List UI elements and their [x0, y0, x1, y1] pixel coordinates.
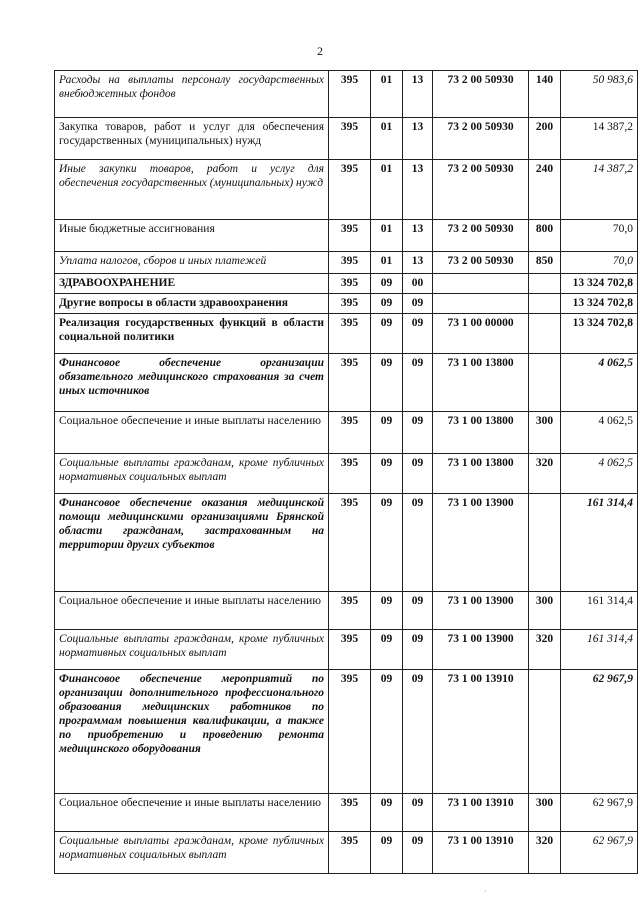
grbs-code-cell: 395 — [329, 454, 371, 494]
grbs-code-cell: 395 — [329, 592, 371, 630]
table-row — [55, 294, 638, 314]
amount-cell: 4 062,5 — [561, 454, 638, 494]
section-code-cell: 09 — [371, 630, 403, 670]
section-code-cell: 09 — [371, 314, 403, 354]
expense-type-cell: 300 — [529, 412, 561, 454]
section-code-cell: 09 — [371, 670, 403, 794]
grbs-code-cell: 395 — [329, 160, 371, 220]
row-name-cell: Иные закупки товаров, работ и услуг для обеспечения государственных (муниципальных) нужд — [55, 160, 329, 220]
subsection-code-cell: 09 — [403, 630, 433, 670]
grbs-code-cell: 395 — [329, 294, 371, 314]
subsection-code-cell: 09 — [403, 592, 433, 630]
row-name-cell: Социальные выплаты гражданам, кроме публичных нормативных социальных выплат — [55, 454, 329, 494]
grbs-code-cell: 395 — [329, 832, 371, 874]
subsection-code-cell: 00 — [403, 274, 433, 294]
table-row — [55, 494, 638, 592]
budget-table — [54, 70, 638, 874]
section-code-cell: 09 — [371, 354, 403, 412]
section-code-cell: 09 — [371, 494, 403, 592]
target-article-cell: 73 1 00 13800 — [433, 412, 529, 454]
scan-speck: · — [484, 887, 487, 896]
subsection-code-cell: 09 — [403, 794, 433, 832]
target-article-cell: 73 2 00 50930 — [433, 252, 529, 274]
subsection-code-cell: 09 — [403, 832, 433, 874]
subsection-code-cell: 13 — [403, 220, 433, 252]
table-row — [55, 354, 638, 412]
page-number: 2 — [317, 44, 323, 58]
subsection-code-cell: 13 — [403, 71, 433, 118]
section-code-cell: 09 — [371, 794, 403, 832]
table-row — [55, 630, 638, 670]
expense-type-cell: 200 — [529, 118, 561, 160]
target-article-cell: 73 1 00 13800 — [433, 354, 529, 412]
expense-type-cell: 320 — [529, 832, 561, 874]
expense-type-cell — [529, 354, 561, 412]
section-code-cell: 01 — [371, 252, 403, 274]
table-row — [55, 71, 638, 118]
table-row — [55, 832, 638, 874]
table-row — [55, 220, 638, 252]
expense-type-cell: 850 — [529, 252, 561, 274]
amount-cell: 161 314,4 — [561, 494, 638, 592]
target-article-cell: 73 1 00 00000 — [433, 314, 529, 354]
grbs-code-cell: 395 — [329, 71, 371, 118]
amount-cell: 13 324 702,8 — [561, 294, 638, 314]
amount-cell: 14 387,2 — [561, 118, 638, 160]
expense-type-cell — [529, 494, 561, 592]
subsection-code-cell: 09 — [403, 314, 433, 354]
section-code-cell: 09 — [371, 832, 403, 874]
target-article-cell: 73 1 00 13910 — [433, 670, 529, 794]
target-article-cell: 73 2 00 50930 — [433, 160, 529, 220]
subsection-code-cell: 13 — [403, 160, 433, 220]
target-article-cell — [433, 294, 529, 314]
row-name-cell: Финансовое обеспечение оказания медицинской помощи медицинскими организациями Брянской области гражданам, застрахованным на территории других субъектов — [55, 494, 329, 592]
target-article-cell: 73 2 00 50930 — [433, 118, 529, 160]
amount-cell: 14 387,2 — [561, 160, 638, 220]
section-code-cell: 09 — [371, 412, 403, 454]
grbs-code-cell: 395 — [329, 670, 371, 794]
amount-cell: 4 062,5 — [561, 412, 638, 454]
subsection-code-cell: 09 — [403, 412, 433, 454]
row-name-cell: Социальное обеспечение и иные выплаты населению — [55, 412, 329, 454]
subsection-code-cell: 09 — [403, 294, 433, 314]
table-row — [55, 274, 638, 294]
table-body — [55, 71, 638, 874]
grbs-code-cell: 395 — [329, 118, 371, 160]
row-name-cell: Социальные выплаты гражданам, кроме публичных нормативных социальных выплат — [55, 832, 329, 874]
target-article-cell: 73 2 00 50930 — [433, 220, 529, 252]
grbs-code-cell: 395 — [329, 494, 371, 592]
row-name-cell: Социальные выплаты гражданам, кроме публичных нормативных социальных выплат — [55, 630, 329, 670]
row-name-cell: Расходы на выплаты персоналу государственных внебюджетных фондов — [55, 71, 329, 118]
target-article-cell — [433, 274, 529, 294]
section-code-cell: 09 — [371, 454, 403, 494]
grbs-code-cell: 395 — [329, 630, 371, 670]
expense-type-cell — [529, 314, 561, 354]
subsection-code-cell: 13 — [403, 118, 433, 160]
amount-cell: 50 983,6 — [561, 71, 638, 118]
table-row — [55, 454, 638, 494]
target-article-cell: 73 1 00 13910 — [433, 794, 529, 832]
table-row — [55, 592, 638, 630]
amount-cell: 13 324 702,8 — [561, 314, 638, 354]
table-row — [55, 252, 638, 274]
section-code-cell: 01 — [371, 160, 403, 220]
amount-cell: 62 967,9 — [561, 832, 638, 874]
table-row — [55, 412, 638, 454]
grbs-code-cell: 395 — [329, 412, 371, 454]
subsection-code-cell: 09 — [403, 354, 433, 412]
subsection-code-cell: 09 — [403, 670, 433, 794]
amount-cell: 161 314,4 — [561, 630, 638, 670]
target-article-cell: 73 1 00 13910 — [433, 832, 529, 874]
expense-type-cell — [529, 274, 561, 294]
grbs-code-cell: 395 — [329, 794, 371, 832]
row-name-cell: Финансовое обеспечение организации обязательного медицинского страхования за счет иных источников — [55, 354, 329, 412]
target-article-cell: 73 1 00 13800 — [433, 454, 529, 494]
target-article-cell: 73 1 00 13900 — [433, 494, 529, 592]
section-code-cell: 01 — [371, 220, 403, 252]
grbs-code-cell: 395 — [329, 274, 371, 294]
row-name-cell: Реализация государственных функций в области социальной политики — [55, 314, 329, 354]
amount-cell: 70,0 — [561, 220, 638, 252]
section-code-cell: 01 — [371, 71, 403, 118]
expense-type-cell — [529, 670, 561, 794]
section-code-cell: 09 — [371, 592, 403, 630]
expense-type-cell: 320 — [529, 630, 561, 670]
target-article-cell: 73 2 00 50930 — [433, 71, 529, 118]
amount-cell: 62 967,9 — [561, 670, 638, 794]
grbs-code-cell: 395 — [329, 354, 371, 412]
target-article-cell: 73 1 00 13900 — [433, 592, 529, 630]
section-code-cell: 09 — [371, 294, 403, 314]
amount-cell: 70,0 — [561, 252, 638, 274]
amount-cell: 62 967,9 — [561, 794, 638, 832]
row-name-cell: Уплата налогов, сборов и иных платежей — [55, 252, 329, 274]
section-code-cell: 01 — [371, 118, 403, 160]
row-name-cell: Закупка товаров, работ и услуг для обеспечения государственных (муниципальных) нужд — [55, 118, 329, 160]
amount-cell: 13 324 702,8 — [561, 274, 638, 294]
table-row — [55, 670, 638, 794]
table-row — [55, 118, 638, 160]
expense-type-cell: 320 — [529, 454, 561, 494]
section-code-cell: 09 — [371, 274, 403, 294]
amount-cell: 4 062,5 — [561, 354, 638, 412]
grbs-code-cell: 395 — [329, 314, 371, 354]
row-name-cell: Другие вопросы в области здравоохранения — [55, 294, 329, 314]
grbs-code-cell: 395 — [329, 252, 371, 274]
table-row — [55, 794, 638, 832]
subsection-code-cell: 09 — [403, 494, 433, 592]
subsection-code-cell: 09 — [403, 454, 433, 494]
row-name-cell: Финансовое обеспечение мероприятий по организации дополнительного профессионального образования медицинских работников по программам повышения квалификации, а также по приобретению и проведению ремонта медицинского оборудования — [55, 670, 329, 794]
expense-type-cell — [529, 294, 561, 314]
row-name-cell: ЗДРАВООХРАНЕНИЕ — [55, 274, 329, 294]
expense-type-cell: 300 — [529, 794, 561, 832]
table-row — [55, 314, 638, 354]
row-name-cell: Социальное обеспечение и иные выплаты населению — [55, 592, 329, 630]
row-name-cell: Социальное обеспечение и иные выплаты населению — [55, 794, 329, 832]
grbs-code-cell: 395 — [329, 220, 371, 252]
table-row — [55, 160, 638, 220]
target-article-cell: 73 1 00 13900 — [433, 630, 529, 670]
expense-type-cell: 140 — [529, 71, 561, 118]
row-name-cell: Иные бюджетные ассигнования — [55, 220, 329, 252]
expense-type-cell: 300 — [529, 592, 561, 630]
expense-type-cell: 240 — [529, 160, 561, 220]
subsection-code-cell: 13 — [403, 252, 433, 274]
expense-type-cell: 800 — [529, 220, 561, 252]
amount-cell: 161 314,4 — [561, 592, 638, 630]
